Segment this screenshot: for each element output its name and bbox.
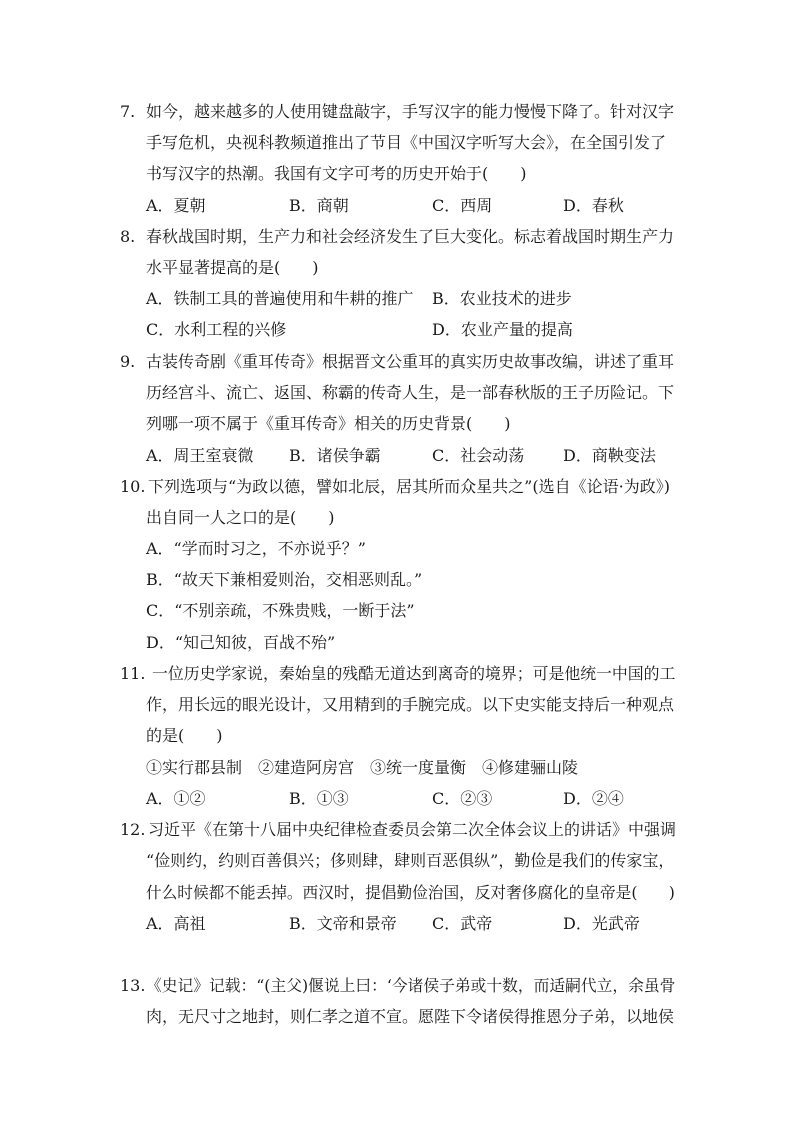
option-c: C．水利工程的兴修 [146, 320, 287, 339]
question-text-line: 作，用长远的眼光设计，又用精到的手腕完成。以下史实能支持后一种观点 [146, 695, 675, 714]
option-a: A．高祖 [146, 914, 206, 933]
question-text-line: 一位历史学家说，秦始皇的残酷无道达到离奇的境界；可是他统一中国的工 [152, 664, 676, 683]
option-d: D．农业产量的提高 [432, 320, 573, 339]
question-text-line: 春秋战国时期，生产力和社会经济发生了巨大变化。标志着战国时期生产力 [146, 227, 675, 246]
question-number: 8. [120, 227, 136, 246]
option-d: D．光武帝 [563, 914, 640, 933]
question-text-line: 历经宫斗、流亡、返国、称霸的传奇人生，是一部春秋版的王子历险记。下 [146, 383, 675, 402]
option-d: D．②④ [563, 789, 624, 808]
question-text-line: 什么时候都不能丢掉。西汉时，提倡勤俭治国，反对奢侈腐化的皇帝是( ) [146, 883, 675, 902]
question-text-line: 书写汉字的热潮。我国有文字可考的历史开始于( ) [146, 164, 527, 183]
option-b: B．农业技术的进步 [432, 289, 572, 308]
option-b: B．商朝 [289, 196, 349, 215]
question-text-line: 下列选项与“为政以德，譬如北辰，居其所而众星共之”(选自《论语·为政》) [148, 477, 670, 496]
option-c: C．西周 [432, 196, 493, 215]
option-b: B．诸侯争霸 [289, 446, 381, 465]
option-a: A．①② [146, 789, 206, 808]
statement-list: ①实行郡县制 ②建造阿房宫 ③统一度量衡 ④修建骊山陵 [146, 758, 579, 777]
question-text-line: 古装传奇剧《重耳传奇》根据晋文公重耳的真实历史故事改编，讲述了重耳 [146, 352, 675, 371]
question-number: 9. [120, 352, 136, 371]
question-text-line: 手写危机，央视科教频道推出了节目《中国汉字听写大会》，在全国引发了 [146, 133, 667, 152]
question-text-line: 习近平《在第十八届中央纪律检查委员会第二次全体会议上的讲话》中强调 [148, 820, 677, 839]
option-a: A．周王室衰微 [146, 446, 254, 465]
option-b: B．文帝和景帝 [289, 914, 397, 933]
option-c: C．武帝 [432, 914, 493, 933]
option-b: B．①③ [289, 789, 349, 808]
option-d: D．“知己知彼，百战不殆” [146, 633, 336, 652]
question-text-line: 肉，无尺寸之地封，则仁孝之道不宣。愿陛下令诸侯得推恩分子弟，以地侯 [146, 1007, 675, 1026]
option-a: A．“学而时习之，不亦说乎？” [146, 539, 366, 558]
question-text-line: 的是( ) [146, 726, 223, 745]
question-text-line: 列哪一项不属于《重耳传奇》相关的历史背景( ) [146, 414, 511, 433]
option-b: B．“故天下兼相爱则治，交相恶则乱。” [146, 570, 423, 589]
question-text-line: 出自同一人之口的是( ) [146, 508, 335, 527]
question-text-line: 《史记》记载：“(主父)偃说上曰：‘今诸侯子弟或十数，而适嗣代立，余虽骨 [146, 976, 676, 995]
question-text-line: “俭则约，约则百善俱兴；侈则肆，肆则百恶俱纵”，勤俭是我们的传家宝， [146, 851, 675, 870]
question-number: 12. [120, 820, 146, 839]
option-c: C．社会动荡 [432, 446, 525, 465]
option-c: C．“不别亲疏，不殊贵贱，一断于法” [146, 601, 415, 620]
question-text-line: 水平显著提高的是( ) [146, 258, 319, 277]
option-c: C．②③ [432, 789, 493, 808]
question-number: 10. [120, 477, 146, 496]
option-a: A．铁制工具的普遍使用和牛耕的推广 [146, 289, 414, 308]
option-d: D．春秋 [563, 196, 624, 215]
question-number: 11. [120, 664, 146, 683]
question-number: 7. [120, 102, 136, 121]
question-text-line: 如今，越来越多的人使用键盘敲字，手写汉字的能力慢慢下降了。针对汉字 [146, 102, 675, 121]
question-number: 13. [120, 976, 146, 995]
option-a: A．夏朝 [146, 196, 206, 215]
option-d: D．商鞅变法 [563, 446, 656, 465]
